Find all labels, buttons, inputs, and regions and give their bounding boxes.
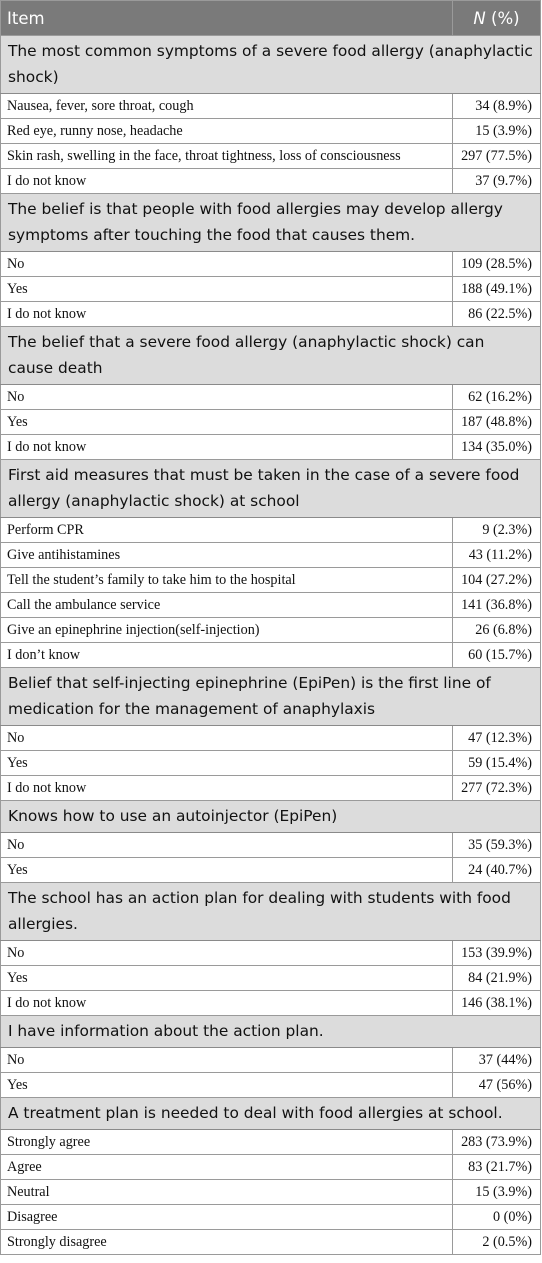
response-label: I don’t know	[1, 643, 453, 668]
n-percent-column-header	[453, 1, 541, 36]
response-label: Neutral	[1, 1180, 453, 1205]
response-count: 9 (2.3%)	[453, 518, 541, 543]
section-title: A treatment plan is needed to deal with food allergies at school.	[1, 1098, 541, 1130]
response-label: Red eye, runny nose, headache	[1, 119, 453, 144]
table-row	[1, 1230, 541, 1255]
response-count: 141 (36.8%)	[453, 593, 541, 618]
response-label: Agree	[1, 1155, 453, 1180]
response-count: 34 (8.9%)	[453, 94, 541, 119]
response-count: 43 (11.2%)	[453, 543, 541, 568]
table-row	[1, 1073, 541, 1098]
response-label: Strongly disagree	[1, 1230, 453, 1255]
percent-label: (%)	[485, 8, 520, 28]
table-row	[1, 1155, 541, 1180]
table-row	[1, 1130, 541, 1155]
section-row	[1, 460, 541, 518]
response-count: 47 (56%)	[453, 1073, 541, 1098]
section-title: Knows how to use an autoinjector (EpiPen)	[1, 801, 541, 833]
response-count: 62 (16.2%)	[453, 385, 541, 410]
response-label: Perform CPR	[1, 518, 453, 543]
response-label: No	[1, 726, 453, 751]
response-label: Tell the student’s family to take him to the hospital	[1, 568, 453, 593]
table-row	[1, 385, 541, 410]
response-count: 84 (21.9%)	[453, 966, 541, 991]
table-row	[1, 593, 541, 618]
response-count: 83 (21.7%)	[453, 1155, 541, 1180]
response-label: I do not know	[1, 302, 453, 327]
response-label: No	[1, 385, 453, 410]
response-label: Call the ambulance service	[1, 593, 453, 618]
response-count: 24 (40.7%)	[453, 858, 541, 883]
section-title: First aid measures that must be taken in the case of a severe food allergy (anaphylactic shock) at school	[1, 460, 541, 518]
table-header	[1, 1, 541, 36]
response-count: 188 (49.1%)	[453, 277, 541, 302]
response-count: 297 (77.5%)	[453, 144, 541, 169]
section-title: I have information about the action plan.	[1, 1016, 541, 1048]
section-title: Belief that self-injecting epinephrine (EpiPen) is the first line of medication for the management of anaphylaxis	[1, 668, 541, 726]
response-label: Yes	[1, 966, 453, 991]
response-label: Yes	[1, 277, 453, 302]
table-row	[1, 94, 541, 119]
table-row	[1, 543, 541, 568]
table-row	[1, 751, 541, 776]
response-label: No	[1, 252, 453, 277]
table-row	[1, 1048, 541, 1073]
response-label: No	[1, 833, 453, 858]
response-label: No	[1, 1048, 453, 1073]
response-count: 134 (35.0%)	[453, 435, 541, 460]
table-row	[1, 1180, 541, 1205]
table-row	[1, 776, 541, 801]
table-row	[1, 302, 541, 327]
response-label: Disagree	[1, 1205, 453, 1230]
table-row	[1, 991, 541, 1016]
table-row	[1, 966, 541, 991]
table-row	[1, 119, 541, 144]
response-label: Skin rash, swelling in the face, throat tightness, loss of consciousness	[1, 144, 453, 169]
response-count: 277 (72.3%)	[453, 776, 541, 801]
table-row	[1, 169, 541, 194]
response-count: 109 (28.5%)	[453, 252, 541, 277]
table-row	[1, 643, 541, 668]
section-row	[1, 1098, 541, 1130]
table-row	[1, 410, 541, 435]
response-count: 0 (0%)	[453, 1205, 541, 1230]
section-row	[1, 194, 541, 252]
response-count: 2 (0.5%)	[453, 1230, 541, 1255]
section-title: The most common symptoms of a severe food allergy (anaphylactic shock)	[1, 36, 541, 94]
response-label: Nausea, fever, sore throat, cough	[1, 94, 453, 119]
response-count: 104 (27.2%)	[453, 568, 541, 593]
response-count: 153 (39.9%)	[453, 941, 541, 966]
section-title: The belief is that people with food allergies may develop allergy symptoms after touching the food that causes them.	[1, 194, 541, 252]
header-row	[1, 1, 541, 36]
section-row	[1, 1016, 541, 1048]
response-count: 15 (3.9%)	[453, 1180, 541, 1205]
section-row	[1, 327, 541, 385]
response-label: Give an epinephrine injection(self-injection)	[1, 618, 453, 643]
response-count: 283 (73.9%)	[453, 1130, 541, 1155]
response-count: 35 (59.3%)	[453, 833, 541, 858]
response-label: I do not know	[1, 435, 453, 460]
response-count: 15 (3.9%)	[453, 119, 541, 144]
table-row	[1, 277, 541, 302]
section-row	[1, 883, 541, 941]
response-label: I do not know	[1, 991, 453, 1016]
response-label: Yes	[1, 751, 453, 776]
response-label: I do not know	[1, 169, 453, 194]
response-count: 146 (38.1%)	[453, 991, 541, 1016]
response-count: 37 (9.7%)	[453, 169, 541, 194]
response-label: Yes	[1, 858, 453, 883]
table-row	[1, 618, 541, 643]
table-body	[1, 36, 541, 1255]
response-label: Strongly agree	[1, 1130, 453, 1155]
table-row	[1, 833, 541, 858]
response-count: 86 (22.5%)	[453, 302, 541, 327]
table-row	[1, 435, 541, 460]
section-row	[1, 801, 541, 833]
table-row	[1, 518, 541, 543]
table-row	[1, 941, 541, 966]
response-count: 187 (48.8%)	[453, 410, 541, 435]
section-row	[1, 36, 541, 94]
response-label: Yes	[1, 410, 453, 435]
response-count: 60 (15.7%)	[453, 643, 541, 668]
response-count: 59 (15.4%)	[453, 751, 541, 776]
section-title: The belief that a severe food allergy (anaphylactic shock) can cause death	[1, 327, 541, 385]
section-row	[1, 668, 541, 726]
table-row	[1, 144, 541, 169]
response-label: No	[1, 941, 453, 966]
table-row	[1, 1205, 541, 1230]
response-count: 37 (44%)	[453, 1048, 541, 1073]
table-row	[1, 726, 541, 751]
response-label: I do not know	[1, 776, 453, 801]
section-title: The school has an action plan for dealing with students with food allergies.	[1, 883, 541, 941]
item-column-header: Item	[1, 1, 453, 36]
response-label: Yes	[1, 1073, 453, 1098]
n-label: N	[473, 8, 486, 28]
table-row	[1, 568, 541, 593]
response-count: 26 (6.8%)	[453, 618, 541, 643]
response-label: Give antihistamines	[1, 543, 453, 568]
table-row	[1, 858, 541, 883]
response-count: 47 (12.3%)	[453, 726, 541, 751]
table-row	[1, 252, 541, 277]
